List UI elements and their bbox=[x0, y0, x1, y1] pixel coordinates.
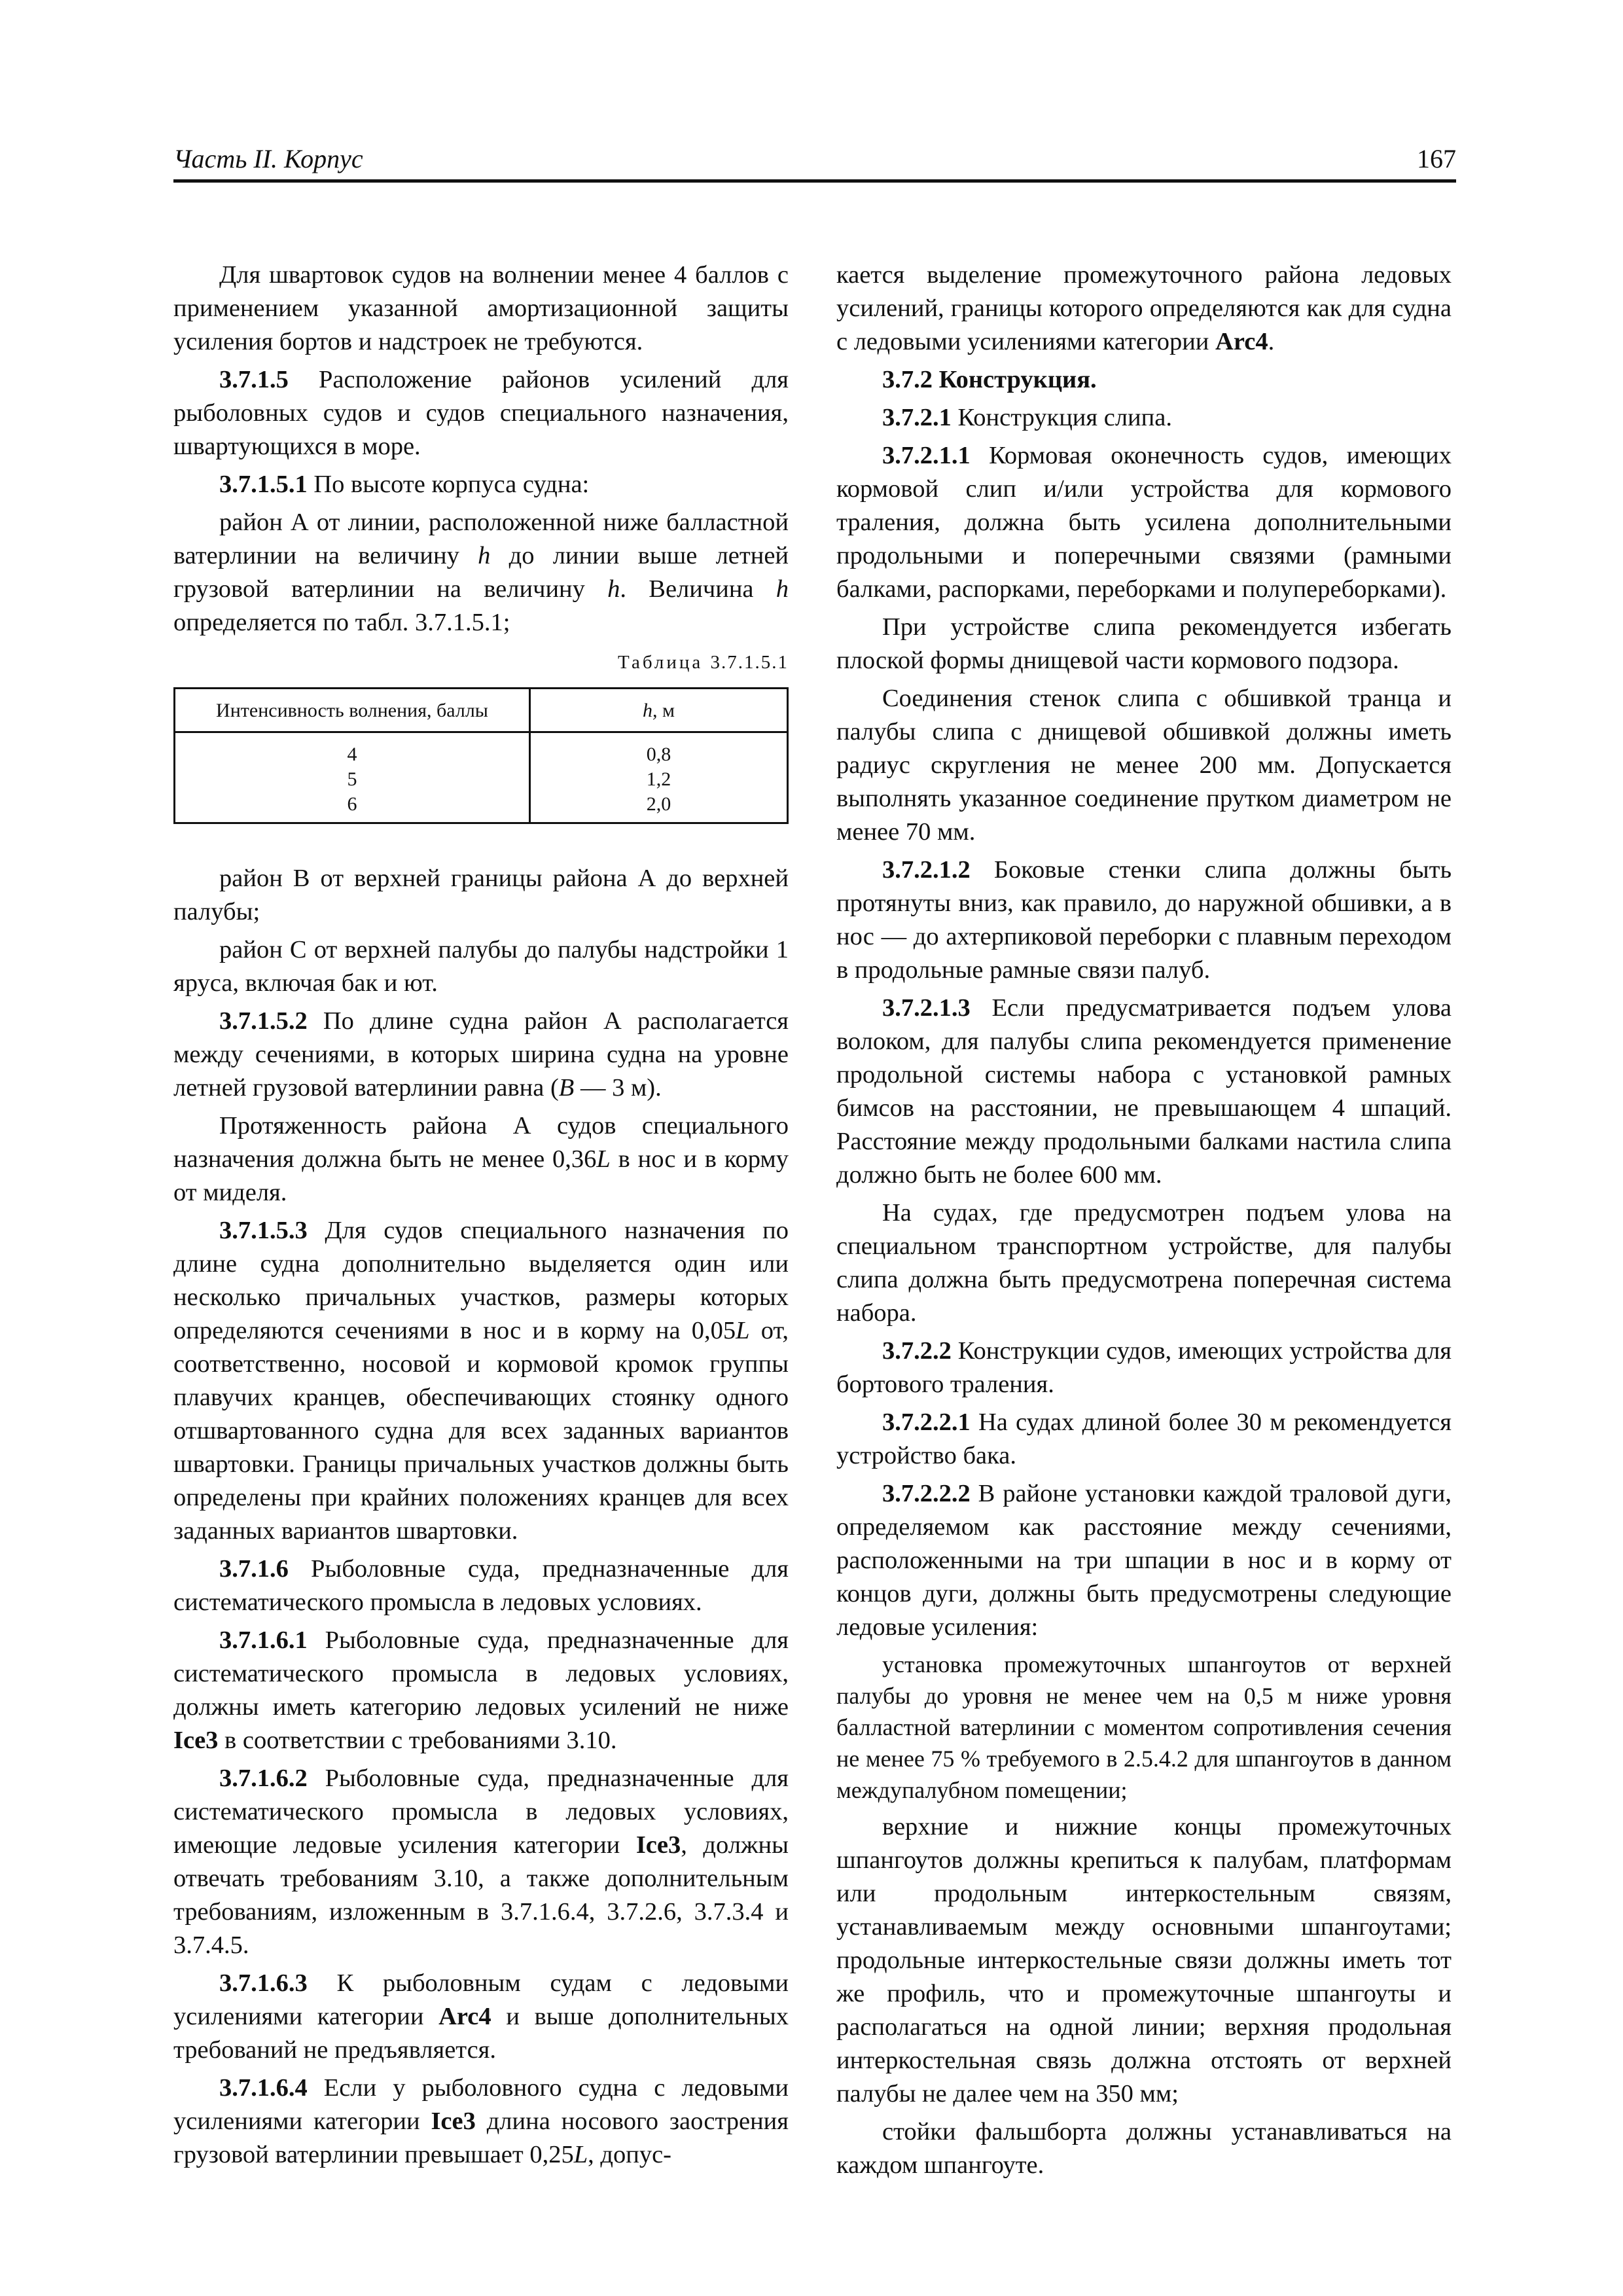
section-heading: 3.7.2 Конструкция. bbox=[882, 366, 1097, 393]
clause-number: 3.7.2.1.2 bbox=[882, 856, 971, 884]
paragraph: 3.7.1.5.3 Для судов специального назначения по длине судна дополнительно выделяется один или несколько причальных участков, размеры которых определяются сечениями в нос и в корму на 0,05L от, соответственно, носовой и кормовой кромок группы плавучих кранцев, обеспечивающих стоянку одного отшвартованного судна для всех заданных вариантов швартовки. Границы причальных участков должны быть определены при крайних положениях кранцев для всех заданных вариантов швартовки. bbox=[173, 1217, 789, 1545]
clause-number: 3.7.2.1.1 bbox=[882, 442, 971, 469]
paragraph: верхние и нижние концы промежуточных шпангоутов должны крепиться к палубам, платформам или продольным интеркостельным связям, устанавливаемым между основными шпангоутами; продольные интеркостельные связи должны иметь тот же профиль, что и промежуточные шпангоуты и располагаться на одной линии; верхняя продольная интеркостельная связь должна отстоять от верхней палубы не далее чем на 350 мм; bbox=[836, 1813, 1452, 2108]
clause-number: 3.7.2.2.1 bbox=[882, 1408, 971, 1436]
paragraph: 3.7.2.2.2 В районе установки каждой траловой дуги, определяемом как расстояние между сечениями, расположенными на три шпации в нос и в корму от концов дуги, должны быть предусмотрены следующие ледовые усиления: bbox=[836, 1480, 1452, 1641]
clause-number: 3.7.1.5.2 bbox=[219, 1007, 308, 1035]
clause-number: 3.7.1.5 bbox=[219, 366, 289, 393]
paragraph: 3.7.1.5 Расположение районов усилений для рыболовных судов и судов специального назначения, швартующихся в море. bbox=[173, 366, 789, 460]
paragraph: 3.7.2.1 Конструкция слипа. bbox=[882, 404, 1172, 431]
header-title: Часть II. Корпус bbox=[173, 144, 363, 173]
clause-number: 3.7.2.2.2 bbox=[882, 1480, 971, 1507]
clause-number: 3.7.1.6.4 bbox=[219, 2074, 308, 2102]
paragraph: 3.7.1.6.4 Если у рыболовного судна с ледовыми усилениями категории Ice3 длина носового заострения грузовой ватерлинии превышает 0,25L, допус- bbox=[173, 2074, 789, 2168]
paragraph: 3.7.2.1.1 Кормовая оконечность судов, имеющих кормовой слип и/или устройства для кормового траления, должна быть усилена дополнительными продольными и поперечными связями (рамными балками, распорками, переборками и полупереборками). bbox=[836, 442, 1452, 603]
paragraph: установка промежуточных шпангоутов от верхней палубы до уровня не менее чем на 0,5 м ниже уровня балластной ватерлинии с моментом сопротивления сечения не менее 75 % требуемого в 2.5.4.2 для шпангоутов в данном междупалубном помещении; bbox=[836, 1651, 1452, 1803]
table-row: 6 2,0 bbox=[175, 792, 788, 823]
paragraph: На судах, где предусмотрен подъем улова на специальном транспортном устройстве, для палубы слипа должна быть предусмотрена поперечная система набора. bbox=[836, 1199, 1452, 1327]
paragraph: Протяженность района А судов специального назначения должна быть не менее 0,36L в нос и в корму от миделя. bbox=[173, 1112, 789, 1206]
clause-number: 3.7.2.1.3 bbox=[882, 994, 971, 1022]
paragraph: 3.7.1.6 Рыболовные суда, предназначенные для систематического промысла в ледовых условиях. bbox=[173, 1555, 789, 1616]
paragraph: 3.7.1.6.3 К рыболовным судам с ледовыми усилениями категории Arc4 и выше дополнительных требований не предъявляется. bbox=[173, 1969, 789, 2064]
paragraph: 3.7.1.5.1 По высоте корпуса судна: bbox=[219, 471, 590, 498]
paragraph: район А от линии, расположенной ниже балластной ватерлинии на величину h до линии выше летней грузовой ватерлинии на величину h. Величина h определяется по табл. 3.7.1.5.1; bbox=[173, 509, 789, 636]
paragraph: 3.7.1.5.2 По длине судна район А располагается между сечениями, в которых ширина судна на уровне летней грузовой ватерлинии равна (B — 3 м). bbox=[173, 1007, 789, 1102]
clause-number: 3.7.2.2 bbox=[882, 1337, 952, 1365]
paragraph: кается выделение промежуточного района ледовых усилений, границы которого определяются как для судна с ледовыми усилениями категории Arc4. bbox=[836, 261, 1452, 355]
paragraph: При устройстве слипа рекомендуется избегать плоской формы днищевой части кормового подзора. bbox=[836, 613, 1452, 674]
paragraph: Для швартовок судов на волнении менее 4 баллов с применением указанной амортизационной защиты усиления бортов и надстроек не требуются. bbox=[173, 261, 789, 355]
paragraph: 3.7.2.2 Конструкции судов, имеющих устройства для бортового траления. bbox=[836, 1337, 1452, 1398]
paragraph: 3.7.1.6.2 Рыболовные суда, предназначенные для систематического промысла в ледовых условиях, имеющие ледовые усиления категории Ice3, должны отвечать требованиям 3.10, а также дополнительным требованиям, изложенным в 3.7.1.6.4, 3.7.2.6, 3.7.3.4 и 3.7.4.5. bbox=[173, 1765, 789, 1959]
table-row: 4 0,8 bbox=[175, 732, 788, 768]
clause-number: 3.7.1.6.3 bbox=[219, 1969, 308, 1997]
running-header bbox=[173, 143, 1456, 183]
paragraph: стойки фальшборта должны устанавливаться на каждом шпангоуте. bbox=[836, 2118, 1452, 2179]
clause-number: 3.7.1.5.3 bbox=[219, 1217, 308, 1244]
paragraph: 3.7.2.1.3 Если предусматривается подъем улова волоком, для палубы слипа рекомендуется применение продольной системы набора с установкой рамных бимсов на расстоянии, не превышающем 4 шпаций. Расстояние между продольными балками настила слипа должно быть не более 600 мм. bbox=[836, 994, 1452, 1189]
table-header-cell: Интенсивность волнения, баллы bbox=[175, 689, 530, 732]
clause-number: 3.7.1.6.2 bbox=[219, 1765, 308, 1792]
clause-number: 3.7.1.5.1 bbox=[219, 471, 308, 498]
right-column bbox=[836, 259, 1452, 2187]
left-column bbox=[173, 259, 789, 2176]
paragraph: 3.7.1.6.1 Рыболовные суда, предназначенные для систематического промысла в ледовых условиях, должны иметь категорию ледовых усилений не ниже Ice3 в соответствии с требованиями 3.10. bbox=[173, 1626, 789, 1754]
paragraph: Соединения стенок слипа с обшивкой транца и палубы слипа с днищевой обшивкой должны иметь радиус скругления не менее 200 мм. Допускается выполнять указанное соединение прутком диаметром не менее 70 мм. bbox=[836, 685, 1452, 846]
clause-number: 3.7.2.1 bbox=[882, 404, 952, 431]
page-number: 167 bbox=[1417, 144, 1456, 173]
paragraph: район В от верхней границы района А до верхней палубы; bbox=[173, 865, 789, 925]
clause-number: 3.7.1.6 bbox=[219, 1555, 289, 1583]
paragraph: район С от верхней палубы до палубы надстройки 1 яруса, включая бак и ют. bbox=[173, 936, 789, 997]
table-caption: Таблица 3.7.1.5.1 bbox=[617, 652, 789, 673]
clause-number: 3.7.1.6.1 bbox=[219, 1626, 308, 1654]
table-header-cell: h, м bbox=[530, 689, 788, 732]
paragraph: 3.7.2.1.2 Боковые стенки слипа должны быть протянуты вниз, как правило, до наружной обшивки, а в нос — до ахтерпиковой переборки с плавным переходом в продольные рамные связи палуб. bbox=[836, 856, 1452, 984]
wave-height-table bbox=[173, 687, 789, 824]
table-row: 5 1,2 bbox=[175, 767, 788, 792]
paragraph: 3.7.2.2.1 На судах длиной более 30 м рекомендуется устройство бака. bbox=[836, 1408, 1452, 1469]
